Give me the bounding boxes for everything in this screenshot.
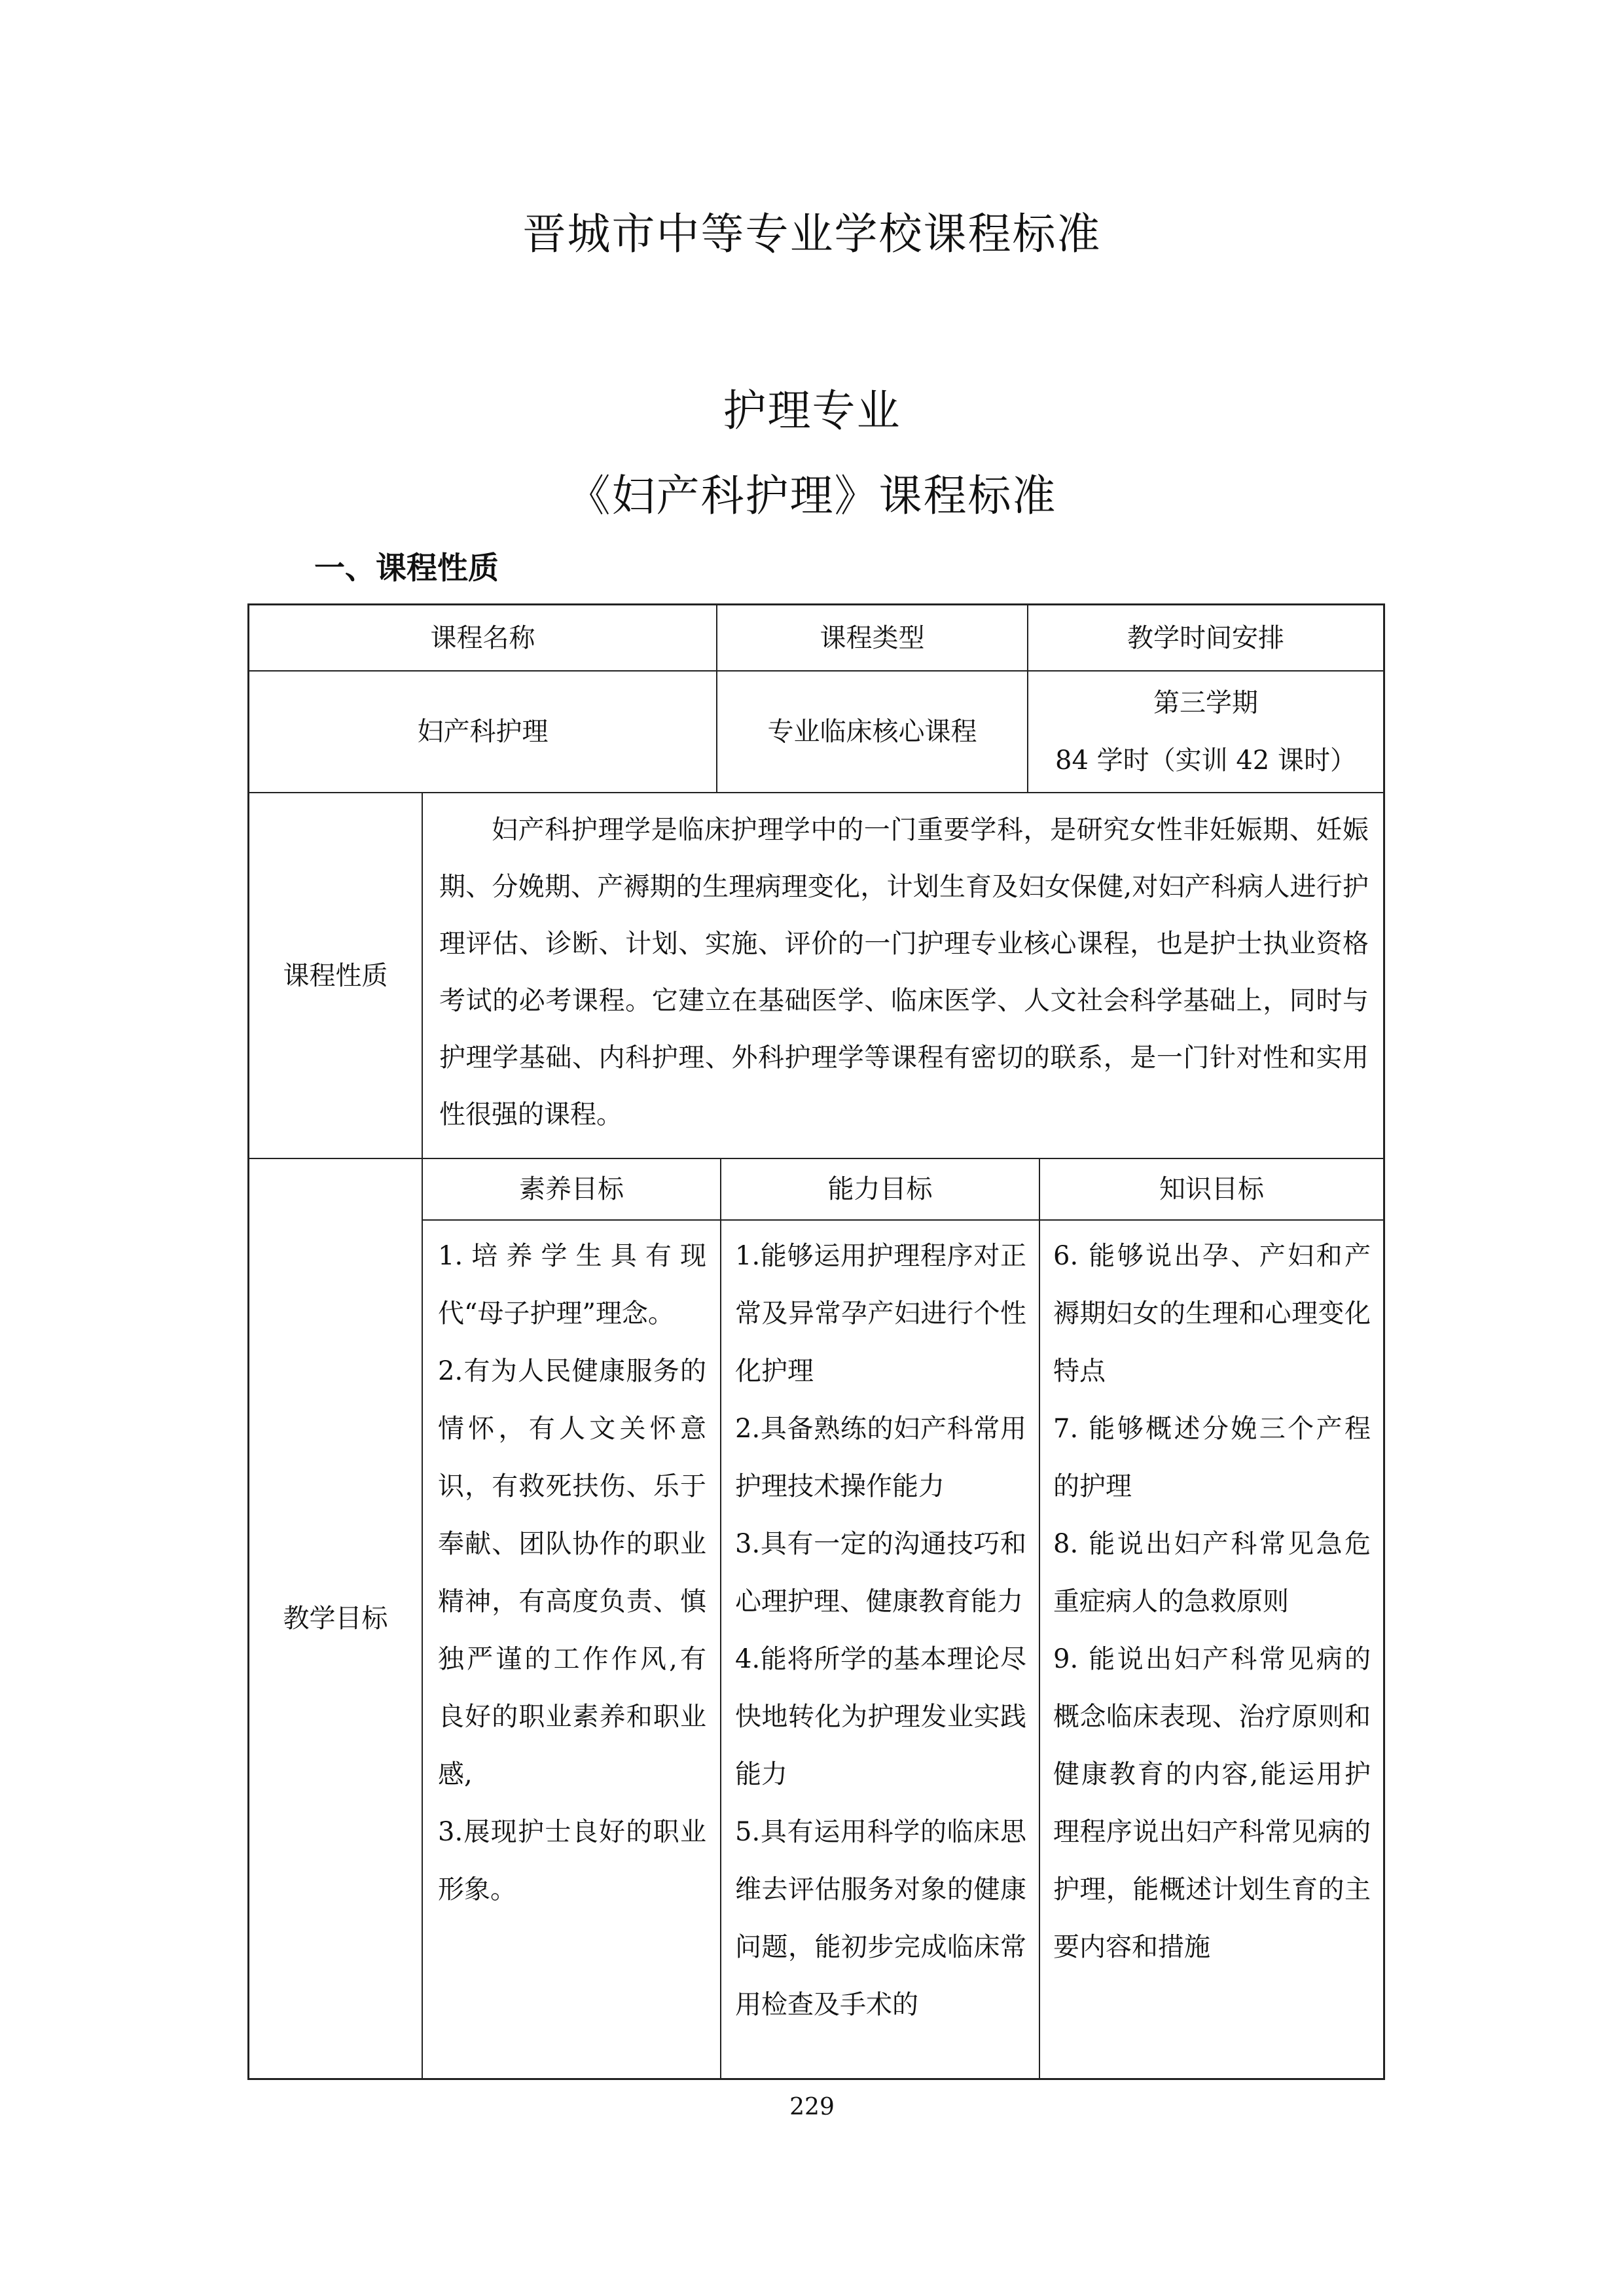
- section-heading: 一、课程性质: [314, 550, 499, 586]
- literacy-goal-item: 3.展现护士良好的职业形象。: [438, 1817, 706, 1905]
- course-title: 《妇产科护理》课程标准: [567, 471, 1057, 521]
- course-table: [247, 603, 1385, 2080]
- school-title: 晋城市中等专业学校课程标准: [522, 209, 1102, 259]
- course-type-value: 专业临床核心课程: [767, 717, 977, 747]
- knowledge-goal-item: 9. 能说出妇产科常见病的概念临床表现、治疗原则和健康教育的内容,能运用护理程序说出妇产科常见病的护理，能概述计划生育的主要内容和措施: [1053, 1644, 1371, 1962]
- table-rule: [1039, 1158, 1040, 2078]
- table-rule: [720, 1158, 721, 2078]
- knowledge-goal-item: 8. 能说出妇产科常见急危重症病人的急救原则: [1053, 1529, 1371, 1617]
- header-course-type: 课程类型: [820, 622, 925, 653]
- header-course-name: 课程名称: [430, 622, 535, 653]
- nature-label: 课程性质: [283, 960, 388, 991]
- header-knowledge-goals: 知识目标: [1159, 1174, 1264, 1204]
- table-rule: [422, 792, 423, 2078]
- ability-goal-item: 1.能够运用护理程序对正常及异常孕产妇进行个性化护理: [735, 1241, 1026, 1386]
- header-ability-goals: 能力目标: [827, 1174, 933, 1204]
- ability-goal-item: 3.具有一定的沟通技巧和心理护理、健康教育能力: [735, 1529, 1026, 1617]
- schedule-semester: 第三学期: [1153, 688, 1258, 718]
- table-rule: [422, 1219, 1383, 1221]
- literacy-goals-list: [438, 1227, 706, 1918]
- literacy-goal-item: 2.有为人民健康服务的情怀，有人文关怀意识，有救死扶伤、乐于奉献、团队协作的职业精神，有高度负责、慎独严谨的工作作风,有良好的职业素养和职业感,: [438, 1356, 706, 1789]
- header-literacy-goals: 素养目标: [519, 1174, 624, 1204]
- schedule-value: [1028, 672, 1383, 792]
- goals-label: 教学目标: [283, 1604, 388, 1634]
- course-name-value: 妇产科护理: [417, 717, 549, 747]
- major-title: 护理专业: [723, 386, 901, 436]
- ability-goal-item: 5.具有运用科学的临床思维去评估服务对象的健康问题，能初步完成临床常用检查及手术的: [735, 1817, 1026, 2020]
- literacy-goal-item: 1.培养学生具有现代“母子护理”理念。: [438, 1241, 706, 1329]
- knowledge-goal-item: 6. 能够说出孕、产妇和产褥期妇女的生理和心理变化特点: [1053, 1241, 1371, 1386]
- ability-goal-item: 4.能将所学的基本理论尽快地转化为护理发业实践能力: [735, 1644, 1026, 1789]
- header-schedule: 教学时间安排: [1127, 622, 1284, 653]
- knowledge-goal-item: 7. 能够概述分娩三个产程的护理: [1053, 1414, 1371, 1501]
- nature-text: 妇产科护理学是临床护理学中的一门重要学科，是研究女性非妊娠期、妊娠期、分娩期、产褥期的生理病理变化，计划生育及妇女保健,对妇产科病人进行护理评估、诊断、计划、实施、评价的一门护理专业核心课程，也是护士执业资格考试的必考课程。它建立在基础医学、临床医学、人文社会科学基础上，同时与护理学基础、内科护理、外科护理学等课程有密切的联系，是一门针对性和实用性很强的课程。: [439, 815, 1369, 1130]
- schedule-hours: 84 学时（实训 42 课时）: [1055, 745, 1356, 776]
- knowledge-goals-list: [1053, 1227, 1371, 1976]
- ability-goal-item: 2.具备熟练的妇产科常用护理技术操作能力: [735, 1414, 1026, 1501]
- page-number: 229: [789, 2094, 835, 2121]
- ability-goals-list: [735, 1227, 1026, 2034]
